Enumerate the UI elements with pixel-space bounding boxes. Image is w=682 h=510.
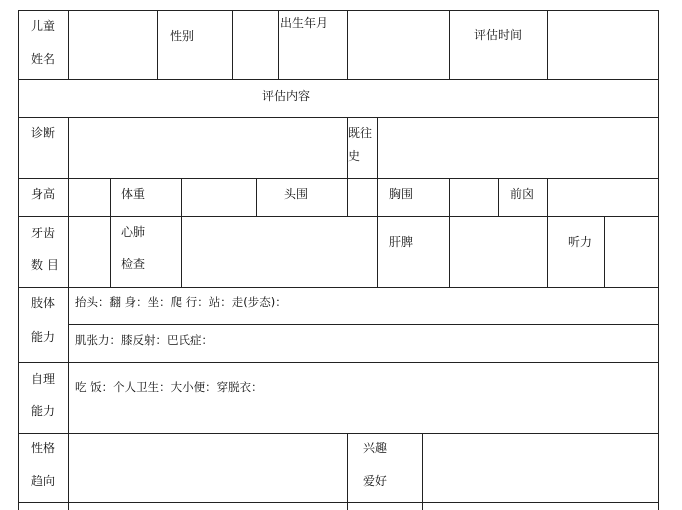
grid-line <box>18 433 659 434</box>
grid-line <box>232 10 233 79</box>
grid-line <box>604 216 605 287</box>
limb-reflex-items: 肌张力：膝反射：巴氏症： <box>75 333 213 347</box>
grid-line <box>18 502 659 503</box>
heart-lung-label: 检查 <box>121 257 146 271</box>
child-name-label: 姓名 <box>31 52 56 66</box>
grid-line <box>157 10 158 79</box>
personality-label: 趋向 <box>31 474 56 488</box>
grid-line <box>422 433 423 510</box>
grid-line <box>18 10 659 11</box>
eval-content-title: 评估内容 <box>262 89 311 103</box>
grid-line <box>110 216 111 287</box>
grid-line <box>18 287 659 288</box>
selfcare-label: 自理 <box>31 372 56 386</box>
grid-line <box>68 324 659 325</box>
hobby-label: 兴趣 <box>363 441 388 455</box>
selfcare-items: 吃 饭：个人卫生：大小便：穿脱衣： <box>75 380 263 394</box>
child-name-label: 儿童 <box>31 19 56 33</box>
personality-label: 性格 <box>31 441 56 455</box>
grid-line <box>18 117 659 118</box>
teeth-count-label: 数 目 <box>31 258 59 272</box>
grid-line <box>498 178 499 216</box>
history-label: 既往 <box>348 126 373 140</box>
grid-line <box>377 117 378 178</box>
grid-line <box>110 178 111 216</box>
birth-date-label: 出生年月 <box>280 16 329 30</box>
grid-line <box>377 216 378 287</box>
grid-line <box>18 216 659 217</box>
gender-label: 性别 <box>170 29 195 43</box>
weight-label: 体重 <box>121 187 146 201</box>
grid-line <box>449 216 450 287</box>
grid-line <box>68 433 69 510</box>
teeth-count-label: 牙齿 <box>31 226 56 240</box>
grid-line <box>18 10 19 510</box>
grid-line <box>181 216 182 287</box>
fontanelle-label: 前囟 <box>510 187 535 201</box>
grid-line <box>18 362 659 363</box>
eval-time-label: 评估时间 <box>474 28 523 42</box>
grid-line <box>68 10 69 79</box>
grid-line <box>449 178 450 216</box>
grid-line <box>278 10 279 79</box>
grid-line <box>347 10 348 79</box>
selfcare-label: 能力 <box>31 404 56 418</box>
grid-line <box>658 10 659 510</box>
limb-motor-items: 抬头：翻 身：坐：爬 行：站：走(步态)： <box>75 295 287 309</box>
grid-line <box>68 178 69 216</box>
head-circumference-label: 头围 <box>284 187 309 201</box>
grid-line <box>256 178 257 216</box>
grid-line <box>377 178 378 216</box>
grid-line <box>181 178 182 216</box>
grid-line <box>68 287 69 433</box>
grid-line <box>18 79 659 80</box>
hearing-label: 听力 <box>568 235 593 249</box>
grid-line <box>449 10 450 79</box>
diagnosis-label: 诊断 <box>31 126 56 140</box>
height-label: 身高 <box>31 187 56 201</box>
chest-circumference-label: 胸围 <box>389 187 414 201</box>
limb-ability-label: 肢体 <box>31 296 56 310</box>
grid-line <box>547 178 548 216</box>
grid-line <box>18 178 659 179</box>
grid-line <box>347 433 348 510</box>
grid-line <box>547 216 548 287</box>
history-label: 史 <box>348 149 361 163</box>
grid-line <box>68 117 69 178</box>
hobby-label: 爱好 <box>363 474 388 488</box>
grid-line <box>68 216 69 287</box>
grid-line <box>347 178 348 216</box>
heart-lung-label: 心肺 <box>121 225 146 239</box>
limb-ability-label: 能力 <box>31 330 56 344</box>
grid-line <box>547 10 548 79</box>
liver-spleen-label: 肝脾 <box>389 235 414 249</box>
